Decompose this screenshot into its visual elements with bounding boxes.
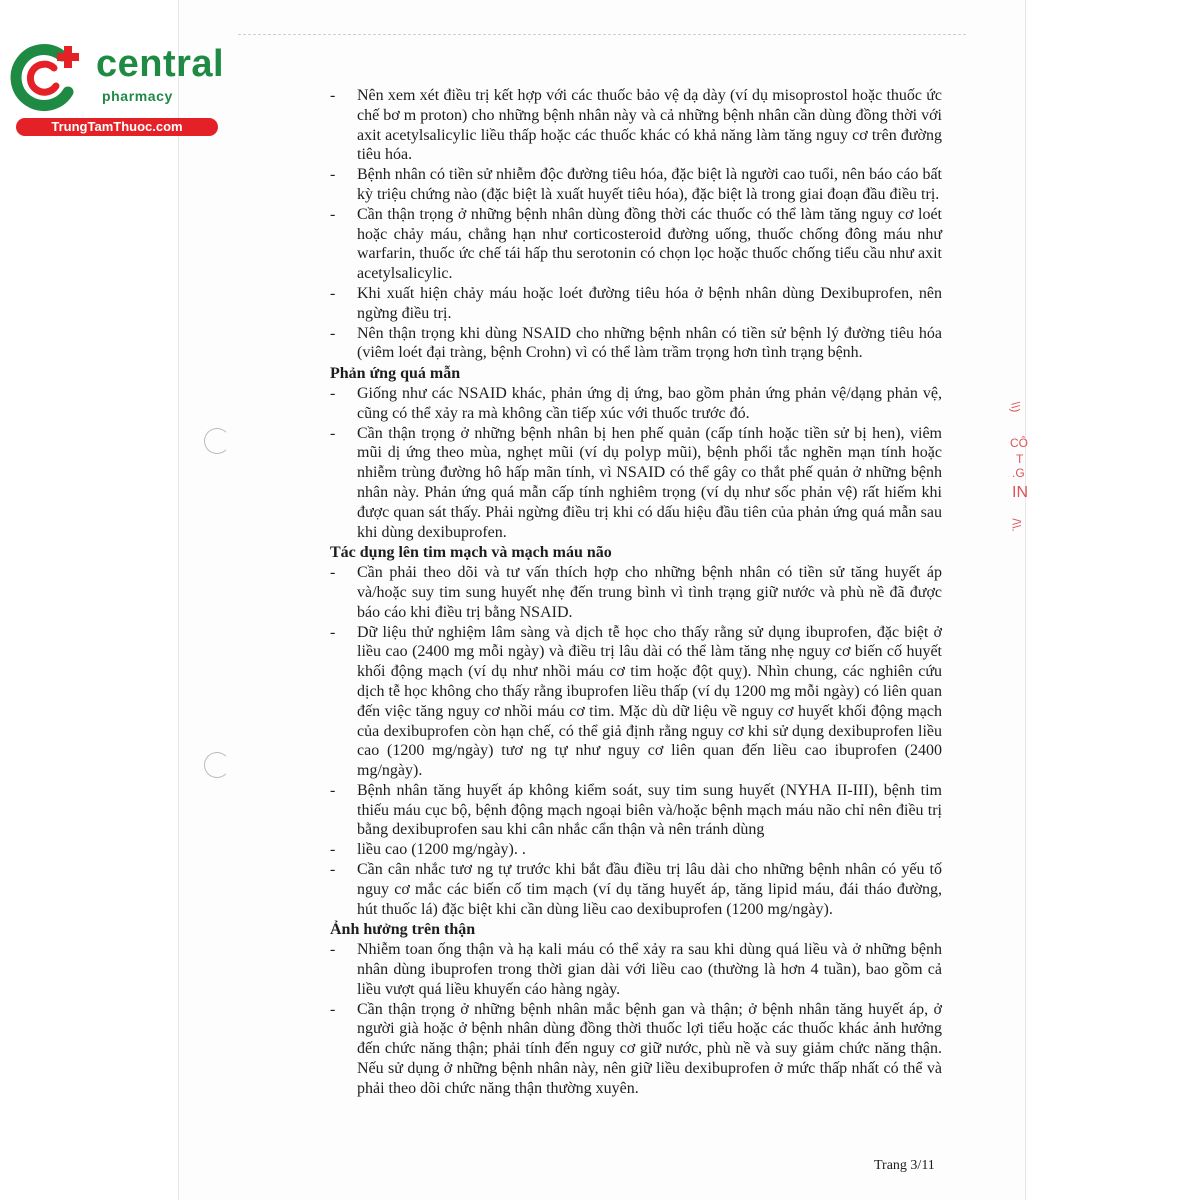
bullet-text: Cần thận trọng ở những bệnh nhân mắc bệnh gan và thận; ở bệnh nhân tăng huyết áp, ở người già hoặc ở bệnh nhân dùng đồng thời thuốc lợi tiểu hoặc các thuốc khác ảnh hưởng đến chức năng thận; phải tính đến nguy cơ giữ nước, phù nề và suy giảm chức năng thận. Nếu sử dụng ở những bệnh nhân này, nên giữ liều dexibuprofen ở mức thấp nhất có thể và phải theo dõi chức năng thận thường xuyên.	[357, 1000, 942, 1097]
bullet-text: Cần cân nhắc tươ ng tự trước khi bắt đầu điều trị lâu dài cho những bệnh nhân có yếu tố nguy cơ mắc các biến cố tim mạch (ví dụ tăng huyết áp, tăng lipid máu, đái tháo đường, hút thuốc lá) đặc biệt khi cần dùng liều cao dexibuprofen (1200 mg/ngày).	[357, 861, 942, 918]
red-stamp-mark: CÔ	[1010, 436, 1028, 450]
section-heading: Phản ứng quá mẫn	[330, 365, 461, 383]
bullet-dash: -	[330, 564, 336, 582]
page-number: Trang 3/11	[874, 1158, 935, 1173]
document-body	[330, 86, 942, 1099]
section-heading: Ảnh hưởng trên thận	[330, 921, 476, 939]
red-stamp-mark: IN	[1012, 484, 1028, 501]
bullet-item	[330, 165, 942, 205]
bullet-text: Nên xem xét điều trị kết hợp với các thuốc bảo vệ dạ dày (ví dụ misoprostol hoặc thuốc ức chế bơ m proton) cho những bệnh nhân này và cả những bệnh nhân cần dùng đồng thời với axit acetylsalicylic liều thấp hoặc các thuốc khác có khả năng làm tăng nguy cơ trên đường tiêu hóa.	[357, 87, 942, 164]
bullet-item	[330, 623, 942, 781]
red-stamp-mark: \\)	[1008, 401, 1023, 413]
bullet-dash: -	[330, 324, 336, 342]
bullet-dash: -	[330, 623, 336, 641]
bullet-item	[330, 1000, 942, 1099]
bullet-text: Dữ liệu thử nghiệm lâm sàng và dịch tễ học cho thấy rằng sử dụng ibuprofen, đặc biệt ở liều cao (2400 mg mỗi ngày) và điều trị lâu dài có thể làm tăng nhẹ nguy cơ biến cố huyết khối động mạch (ví dụ như nhồi máu cơ tim hoặc đột quỵ). Nhìn chung, các nghiên cứu dịch tễ học không cho thấy rằng ibuprofen liều thấp (ví dụ 1200 mg mỗi ngày) có liên quan đến việc tăng nguy cơ nhồi máu cơ tim. Mặc dù dữ liệu về nguy cơ huyết khối động mạch của dexibuprofen còn hạn chế, có thể giả định rằng nguy cơ khi sử dụng dexibuprofen liều cao (1200 mg/ngày) tươ ng tự như nguy cơ liên quan đến liều cao ibuprofen (2400 mg/ngày).	[357, 623, 942, 780]
bullet-text: Cần thận trọng ở những bệnh nhân dùng đồng thời các thuốc có thể làm tăng nguy cơ loét hoặc chảy máu, chẳng hạn như corticosteroid đường uống, thuốc chống đông máu như warfarin, thuốc ức chế tái hấp thu serotonin có chọn lọc hoặc thuốc chống tiểu cầu như axit acetylsalicylic.	[357, 205, 942, 283]
bullet-dash: -	[330, 861, 336, 879]
bullet-text: Cần phải theo dõi và tư vấn thích hợp cho những bệnh nhân có tiền sử tăng huyết áp và/hoặc suy tim sung huyết nhẹ đến trung bình vì tình trạng giữ nước và phù nề đã được báo cáo khi điều trị bằng NSAID.	[357, 564, 942, 621]
bullet-item	[330, 781, 942, 840]
top-divider	[238, 34, 966, 35]
bullet-item	[330, 424, 942, 543]
red-stamp-mark: T	[1016, 452, 1024, 466]
bullet-text: Khi xuất hiện chảy máu hoặc loét đường tiêu hóa ở bệnh nhân dùng Dexibuprofen, nên ngừng điều trị.	[357, 284, 942, 322]
punch-hole	[204, 428, 230, 454]
bullet-item	[330, 940, 942, 999]
red-stamp-mark: /\\.	[1009, 518, 1024, 532]
bullet-dash: -	[330, 841, 336, 859]
punch-hole	[204, 752, 230, 778]
bullet-text: Bệnh nhân có tiền sử nhiễm độc đường tiêu hóa, đặc biệt là người cao tuổi, nên báo cáo bất kỳ triệu chứng nào (đặc biệt là xuất huyết tiêu hóa), đặc biệt là trong giai đoạn đầu điều trị.	[357, 166, 942, 203]
logo-site-banner: TrungTamThuoc.com	[16, 118, 218, 136]
bullet-item	[330, 284, 942, 324]
bullet-dash: -	[330, 781, 336, 799]
bullet-dash: -	[330, 166, 336, 184]
bullet-item	[330, 205, 942, 284]
bullet-item	[330, 563, 942, 622]
section-heading: Tác dụng lên tim mạch và mạch máu não	[330, 544, 612, 562]
bullet-text: Giống như các NSAID khác, phản ứng dị ứng, bao gồm phản ứng phản vệ/dạng phản vệ, cũng có thể xảy ra mà không cần tiếp xúc với thuốc trước đó.	[357, 384, 942, 422]
bullet-dash: -	[330, 941, 336, 959]
bullet-dash: -	[330, 424, 336, 442]
bullet-dash: -	[330, 384, 336, 402]
bullet-text: Cần thận trọng ở những bệnh nhân bị hen phế quản (cấp tính hoặc tiền sử bị hen), viêm mũi dị ứng theo mùa, nghẹt mũi (ví dụ polyp mũi), bệnh phổi tắc nghẽn mạn tính hoặc nhiễm trùng đường hô hấp mãn tính, vì NSAID có thể gây co thắt phế quản ở những bệnh nhân này. Phản ứng quá mẫn cấp tính nghiêm trọng (ví dụ như sốc phản vệ) rất hiếm khi được quan sát thấy. Phải ngừng điều trị khi có dấu hiệu đầu tiên của phản ứng quá mẫn sau khi dùng dexibuprofen.	[357, 424, 942, 541]
bullet-text: liều cao (1200 mg/ngày). .	[357, 841, 526, 859]
pharmacy-cross-logo-icon	[10, 42, 84, 112]
central-pharmacy-logo	[10, 38, 225, 138]
bullet-dash: -	[330, 284, 336, 302]
bullet-item	[330, 860, 942, 919]
bullet-dash: -	[330, 205, 336, 223]
bullet-item	[330, 86, 942, 165]
bullet-text: Nhiễm toan ống thận và hạ kali máu có thể xảy ra sau khi dùng quá liều và ở những bệnh nhân dùng ibuprofen trong thời gian dài với liều cao (thường là hơn 4 tuần), bao gồm cả liều vượt quá liều khuyến cáo hàng ngày.	[357, 941, 942, 998]
bullet-dash: -	[330, 87, 336, 104]
red-stamp-mark: .G	[1012, 466, 1025, 480]
bullet-text: Bệnh nhân tăng huyết áp không kiểm soát, suy tim sung huyết (NYHA II-III), bệnh tim thiếu máu cục bộ, bệnh động mạch ngoại biên và/hoặc bệnh mạch máu não chỉ nên điều trị bằng dexibuprofen sau khi cân nhắc cẩn thận và nên tránh dùng	[357, 781, 942, 839]
bullet-item	[330, 324, 942, 364]
logo-brand: central	[96, 43, 225, 85]
bullet-text: Nên thận trọng khi dùng NSAID cho những bệnh nhân có tiền sử bệnh lý đường tiêu hóa (viêm loét đại tràng, bệnh Crohn) vì có thể làm trầm trọng hơn tình trạng bệnh.	[357, 324, 942, 362]
logo-subtitle: pharmacy	[102, 88, 173, 104]
bullet-item	[330, 384, 942, 424]
bullet-item	[330, 840, 942, 860]
bullet-dash: -	[330, 1000, 336, 1018]
